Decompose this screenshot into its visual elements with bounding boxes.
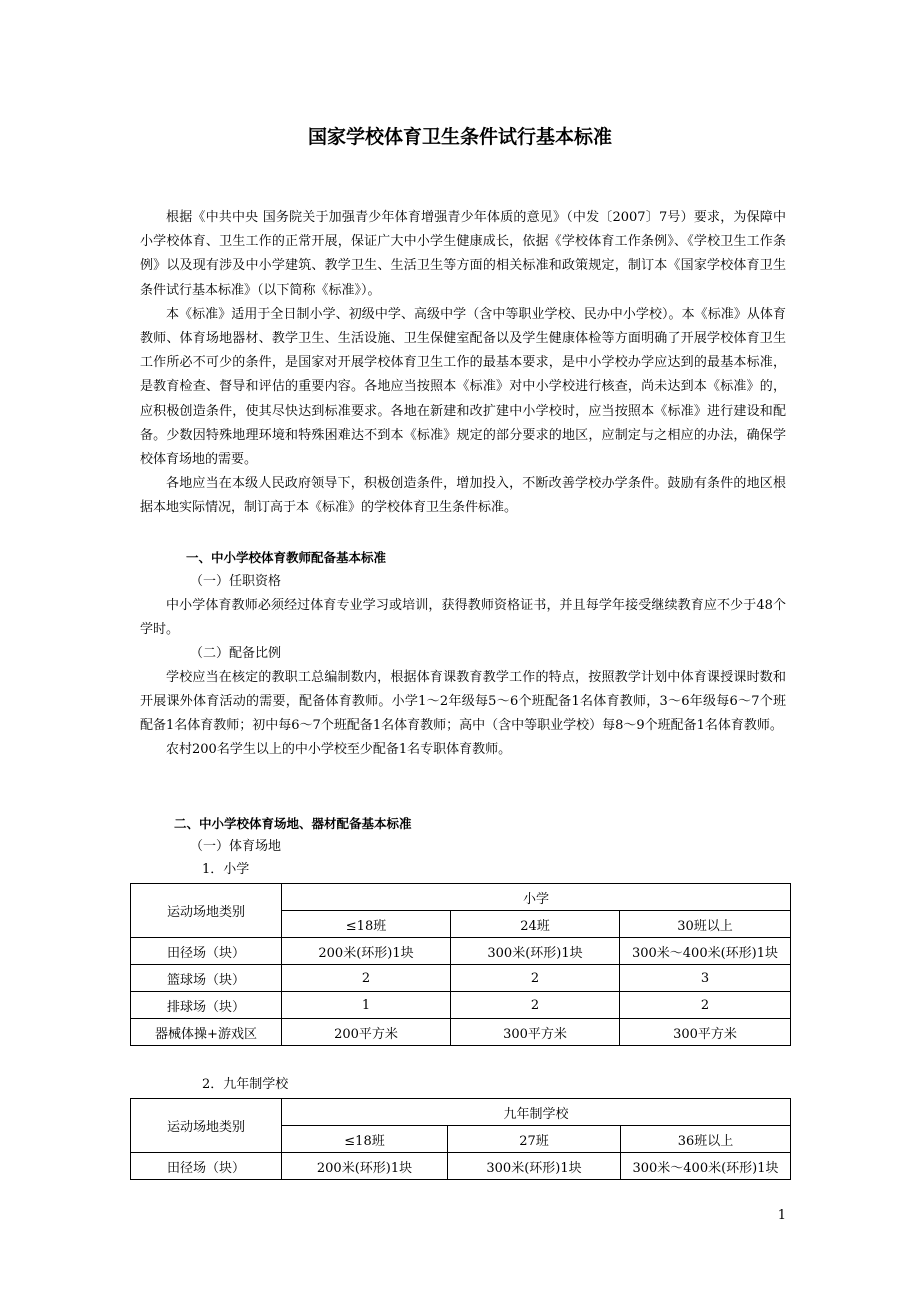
row-label-cell: 器械体操+游戏区 xyxy=(131,1019,282,1046)
qualification-paragraph: 中小学体育教师必须经过体育专业学习或培训，获得教师资格证书，并且每学年接受继续教育应不少于48个学时。 xyxy=(140,598,786,637)
rural-paragraph: 农村200名学生以上的中小学校至少配备1名专职体育教师。 xyxy=(166,742,512,757)
group-header-cell: 小学 xyxy=(282,884,791,911)
table-row xyxy=(131,938,791,965)
table-cell: 200平方米 xyxy=(282,1019,451,1046)
column-header-cell: 27班 xyxy=(448,1126,621,1153)
table-row xyxy=(131,965,791,992)
section-1-sub-2-text xyxy=(140,666,786,762)
table-cell: 200米(环形)1块 xyxy=(282,938,451,965)
column-header-cell: 36班以上 xyxy=(621,1126,791,1153)
table-1-heading: 1．小学 xyxy=(202,862,250,877)
table-header-row xyxy=(131,884,791,911)
column-header-cell: 24班 xyxy=(451,911,620,938)
table-row xyxy=(131,992,791,1019)
nine-year-school-facility-table xyxy=(130,1098,791,1180)
table-header-row xyxy=(131,1099,791,1126)
table-cell: 2 xyxy=(282,965,451,992)
table-cell: 300米～400米(环形)1块 xyxy=(621,1153,791,1180)
section-1-heading: 一、中小学校体育教师配备基本标准 xyxy=(186,550,387,565)
table-cell: 300平方米 xyxy=(620,1019,791,1046)
table-cell: 300米(环形)1块 xyxy=(451,938,620,965)
table-cell: 2 xyxy=(620,992,791,1019)
document-title: 国家学校体育卫生条件试行基本标准 xyxy=(307,126,612,148)
column-header-cell: 30班以上 xyxy=(620,911,791,938)
column-header-cell: ≤18班 xyxy=(282,911,451,938)
row-label-cell: 田径场（块） xyxy=(131,1153,282,1180)
section-2-sub-1-heading: （一）体育场地 xyxy=(190,839,282,854)
table-cell: 200米(环形)1块 xyxy=(282,1153,448,1180)
section-1-sub-2-heading: （二）配备比例 xyxy=(190,646,282,661)
page-number: 1 xyxy=(777,1208,786,1223)
row-header-cell: 运动场地类别 xyxy=(131,1099,282,1153)
intro-paragraph: 根据《中共中央 国务院关于加强青少年体育增强青少年体质的意见》（中发〔2007〕7号）要求，为保障中小学校体育、卫生工作的正常开展，保证广大中小学生健康成长，依据《学校体育工作条例》、《学校卫生工作条例》以及现有涉及中小学建筑、教学卫生、生活卫生等方面的相关标准和政策规定，制订本《国家学校体育卫生条件试行基本标准》（以下简称《标准》）。 xyxy=(140,210,786,298)
row-label-cell: 田径场（块） xyxy=(131,938,282,965)
intro-text xyxy=(140,206,786,521)
section-2-heading: 二、中小学校体育场地、器材配备基本标准 xyxy=(174,816,412,831)
row-label-cell: 篮球场（块） xyxy=(131,965,282,992)
section-1-sub-1-heading: （一）任职资格 xyxy=(190,574,282,589)
table-row xyxy=(131,1153,791,1180)
intro-paragraph: 本《标准》适用于全日制小学、初级中学、高级中学（含中等职业学校、民办中小学校）。本《标准》从体育教师、体育场地器材、教学卫生、生活设施、卫生保健室配备以及学生健康体检等方面明确了开展学校体育卫生工作所必不可少的条件，是国家对开展学校体育卫生工作的最基本要求，是中小学校办学应达到的最基本标准，是教育检查、督导和评估的重要内容。各地应当按照本《标准》对中小学校进行核查，尚未达到本《标准》的，应积极创造条件，使其尽快达到标准要求。各地在新建和改扩建中小学校时，应当按照本《标准》进行建设和配备。少数因特殊地理环境和特殊困难达不到本《标准》规定的部分要求的地区，应制定与之相应的办法，确保学校体育场地的需要。 xyxy=(140,306,786,468)
column-header-cell: ≤18班 xyxy=(282,1126,448,1153)
row-label-cell: 排球场（块） xyxy=(131,992,282,1019)
table-cell: 3 xyxy=(620,965,791,992)
table-cell: 300米～400米(环形)1块 xyxy=(620,938,791,965)
row-header-cell: 运动场地类别 xyxy=(131,884,282,938)
table-cell: 2 xyxy=(451,965,620,992)
intro-paragraph: 各地应当在本级人民政府领导下，积极创造条件，增加投入，不断改善学校办学条件。鼓励有条件的地区根据本地实际情况，制订高于本《标准》的学校体育卫生条件标准。 xyxy=(140,476,786,516)
ratio-paragraph: 学校应当在核定的教职工总编制数内，根据体育课教育教学工作的特点，按照教学计划中体育课授课时数和开展课外体育活动的需要，配备体育教师。小学1～2年级每5～6个班配备1名体育教师，3～6年级每6～7个班配备1名体育教师；初中每6～7个班配备1名体育教师；高中（含中等职业学校）每8～9个班配备1名体育教师。 xyxy=(140,670,786,733)
table-cell: 300平方米 xyxy=(451,1019,620,1046)
table-cell: 1 xyxy=(282,992,451,1019)
table-row xyxy=(131,1019,791,1046)
table-cell: 300米(环形)1块 xyxy=(448,1153,621,1180)
table-2-heading: 2．九年制学校 xyxy=(202,1077,289,1092)
group-header-cell: 九年制学校 xyxy=(282,1099,791,1126)
table-cell: 2 xyxy=(451,992,620,1019)
section-1-sub-1-text xyxy=(140,594,786,642)
primary-school-facility-table xyxy=(130,883,791,1046)
